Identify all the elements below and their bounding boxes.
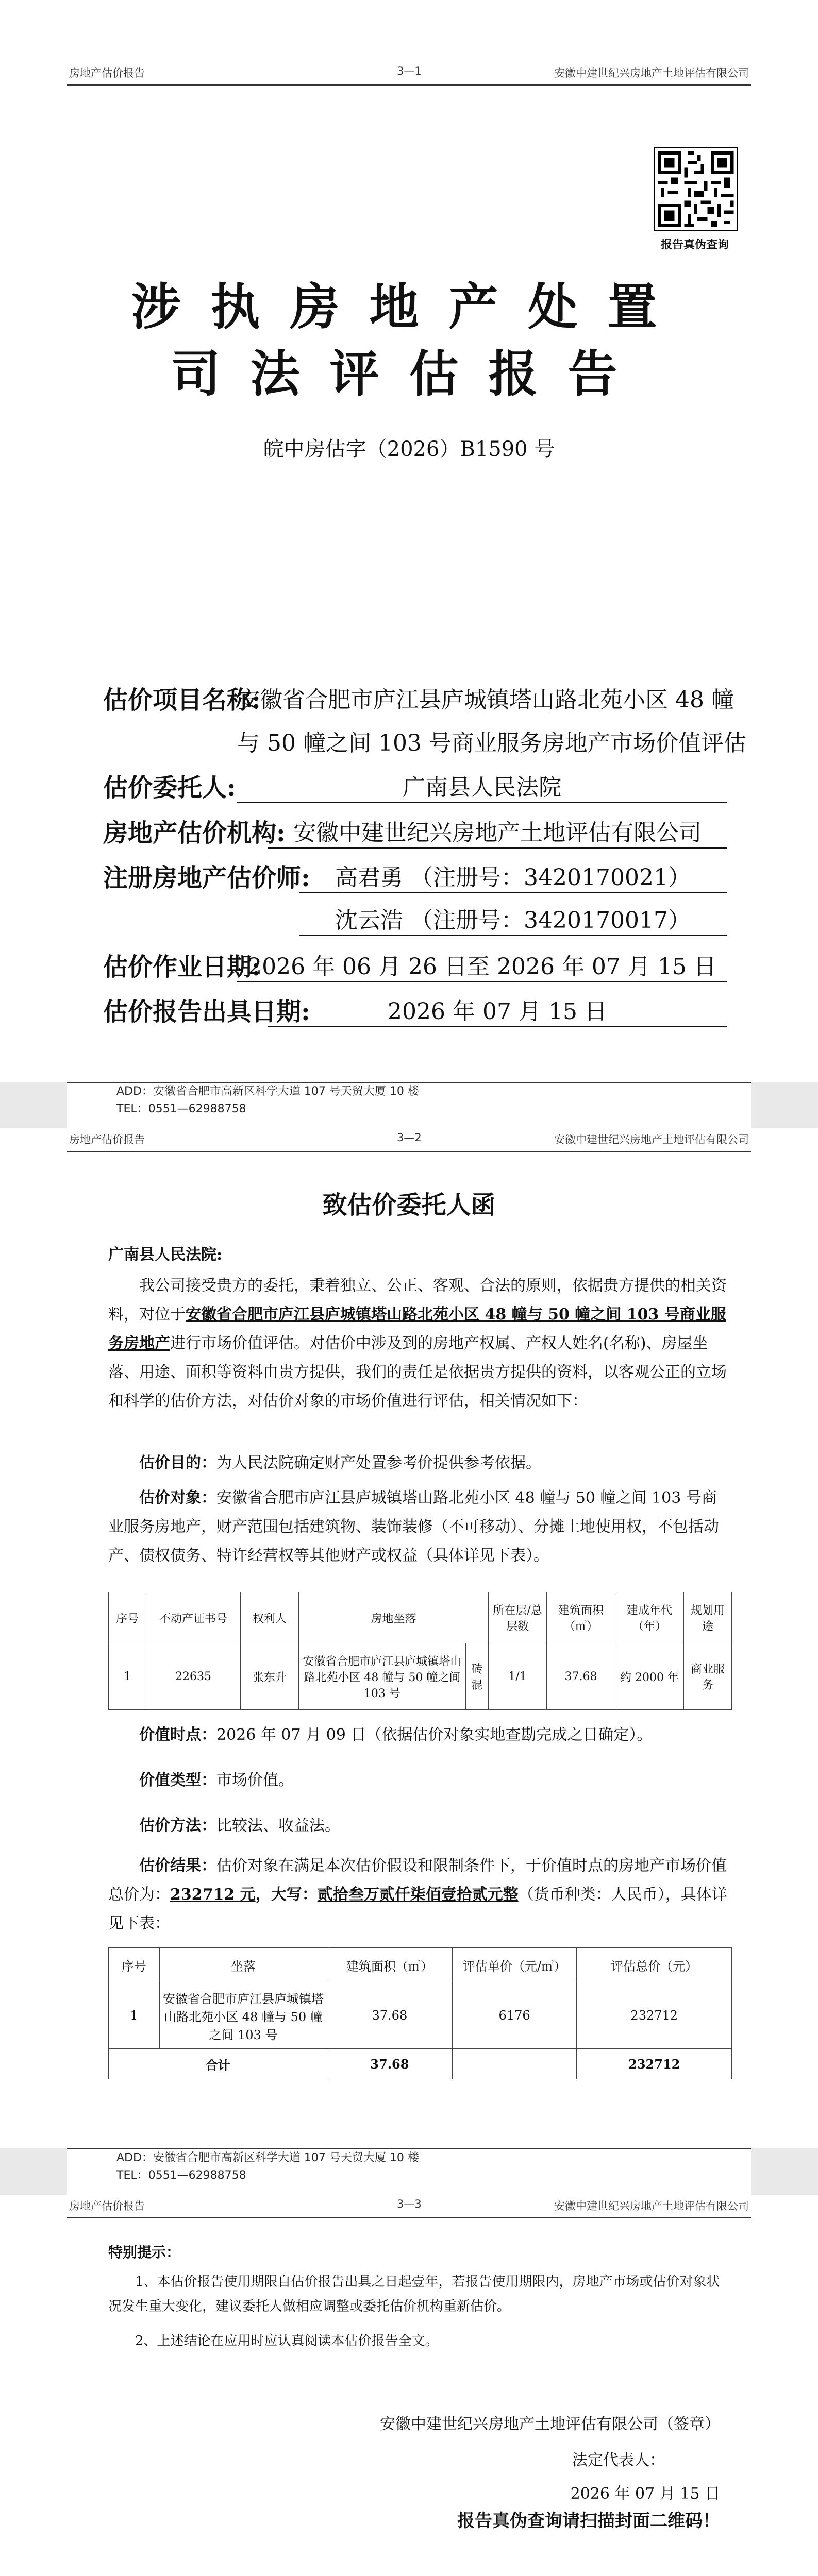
page-footer (67, 2148, 751, 2196)
table-header-row (109, 1592, 732, 1643)
intro-property: 安徽省合肥市庐江县庐城镇塔山路北苑小区 48 幢与 50 幢之间 103 号商业服务房地产 (108, 1306, 726, 1352)
footer-address: ADD：安徽省合肥市高新区科学大道 107 号天贸大厦 10 楼 (116, 1085, 419, 1098)
header-page: 3—1 (397, 65, 422, 77)
header-page: 3—2 (397, 1131, 422, 1144)
table-cell: 37.68 (327, 2049, 453, 2079)
table-header-cell: 房地坐落 (299, 1592, 489, 1643)
field-value-project: 安徽省合肥市庐江县庐城镇塔山路北苑小区 48 幢 (237, 687, 734, 713)
table-row (109, 1982, 732, 2049)
table-cell: 砖混 (465, 1643, 488, 1710)
footer-address: ADD：安徽省合肥市高新区科学大道 107 号天贸大厦 10 楼 (116, 2151, 419, 2164)
notice-item-1: 1、本估价报告使用期限自估价报告出具之日起壹年，若报告使用期限内，房地产市场或估价对象状况发生重大变化，建议委托人做相应调整或委托估价机构重新估价。 (108, 2274, 720, 2314)
result-caps-label: ，大写： (255, 1886, 318, 1904)
table-cell: 232712 (577, 2049, 732, 2079)
table-header-cell: 不动产证书号 (146, 1592, 241, 1643)
result-paragraph (108, 1852, 732, 1938)
header-left: 房地产估价报告 (69, 2200, 145, 2212)
page-header (67, 62, 751, 86)
field-label-appraiser: 注册房地产估价师: (103, 863, 310, 892)
field-label-issue-date: 估价报告出具日期: (103, 997, 310, 1026)
signature-company: 安徽中建世纪兴房地产土地评估有限公司（签章） (380, 2415, 720, 2433)
header-left: 房地产估价报告 (69, 1133, 145, 1146)
table-header-cell: 权利人 (241, 1592, 299, 1643)
field-label-work-period: 估价作业日期: (103, 953, 261, 981)
value-time-paragraph (139, 1721, 732, 1750)
table-header-cell: 坐落 (159, 1948, 327, 1982)
table-cell: 张东升 (241, 1643, 299, 1710)
intro-text-c: 进行市场价值评估。对估价中涉及到的房地产权属、产权人姓名(名称)、房屋坐落、用途、面积等资料由贵方提供，我们的责任是依据贵方提供的资料，以客观公正的立场和科学的估价方法，对估价对象的市场价值进行评估，相关情况如下： (108, 1334, 727, 1410)
field-label-project: 估价项目名称: (103, 686, 261, 715)
page-footer (67, 1082, 751, 1129)
field-value-client: 广南县人民法院 (237, 769, 727, 803)
qr-caption: 报告真伪查询 (660, 239, 729, 251)
letter-addressee: 广南县人民法院: (108, 1246, 223, 1264)
header-right: 安徽中建世纪兴房地产土地评估有限公司 (554, 2200, 749, 2212)
purpose-text: 为人民法院确定财产处置参考价提供参考依据。 (216, 1454, 541, 1472)
table-header-cell: 建成年代（年） (615, 1592, 684, 1643)
footer-tel: TEL：0551—62988758 (116, 1103, 246, 1115)
result-caps: 贰拾叁万贰仟柒佰壹拾贰元整 (317, 1886, 519, 1904)
cover-title-line2: 司法评估报告 (171, 345, 647, 403)
table-cell: 商业服务 (684, 1643, 732, 1710)
field-value-appraiser2: 沈云浩 （注册号：3420170017） (299, 902, 727, 936)
table-header-cell: 序号 (109, 1592, 146, 1643)
header-page: 3—3 (397, 2198, 422, 2210)
field-label-client: 估价委托人: (103, 773, 236, 802)
letter-title: 致估价委托人函 (322, 1191, 496, 1219)
result-amount: 232712 元 (170, 1886, 256, 1904)
footer-tel: TEL：0551—62988758 (116, 2169, 246, 2182)
field-value-project-line2: 与 50 幢之间 103 号商业服务房地产市场价值评估 (237, 730, 746, 756)
method-paragraph (139, 1811, 732, 1840)
table-header-cell: 所在层/总层数 (489, 1592, 547, 1643)
result-text-a: 估价对象在满足本次估价假设和限制条件下，于价值时点的房地产市场价值总价为： (108, 1857, 727, 1904)
verify-note: 报告真伪查询请扫描封面二维码！ (457, 2511, 720, 2531)
result-table (108, 1947, 732, 2079)
field-value-work-period: 2026 年 06 月 26 日至 2026 年 07 月 15 日 (237, 948, 727, 982)
page-notice (0, 2195, 818, 2576)
table-cell: 安徽省合肥市庐江县庐城镇塔山路北苑小区 48 幢与 50 幢之间 103 号 (299, 1643, 466, 1710)
page-header (67, 1128, 751, 1152)
result-label: 估价结果： (139, 1857, 216, 1875)
signature-legal-rep: 法定代表人： (572, 2451, 665, 2469)
table-total-row (109, 2049, 732, 2079)
table-header-row (109, 1948, 732, 1982)
table-cell: 37.68 (547, 1643, 615, 1710)
value-time-text: 2026 年 07 月 09 日（依据估价对象实地查勘完成之日确定）。 (216, 1726, 653, 1744)
method-text: 比较法、收益法。 (216, 1817, 340, 1835)
cover-title-line1: 涉执房地产处置 (131, 278, 687, 336)
header-right: 安徽中建世纪兴房地产土地评估有限公司 (554, 67, 749, 79)
table-cell: 1 (109, 1643, 146, 1710)
table-header-cell: 建筑面积（㎡） (327, 1948, 453, 1982)
field-value-appraiser1: 高君勇 （注册号：3420170021） (299, 859, 727, 893)
table-cell: 1 (109, 1982, 160, 2049)
object-label: 估价对象： (139, 1489, 216, 1507)
table-cell (452, 2049, 577, 2079)
page-cover (0, 0, 818, 1082)
table-cell: 合计 (109, 2049, 327, 2079)
intro-text-a: 我公司接受贵方的委托，秉着独立、公正、客观、合法的原则，依据贵方提供的相关资料，对位于 (108, 1277, 727, 1324)
table-cell: 安徽省合肥市庐江县庐城镇塔山路北苑小区 48 幢与 50 幢之间 103 号 (159, 1982, 327, 2049)
notice-item-2: 2、上述结论在应用时应认真阅读本估价报告全文。 (135, 2333, 439, 2349)
notice-title: 特别提示： (108, 2244, 181, 2261)
table-header-cell: 序号 (109, 1948, 160, 1982)
header-right: 安徽中建世纪兴房地产土地评估有限公司 (554, 1133, 749, 1146)
page-header (67, 2195, 751, 2218)
property-table (108, 1592, 732, 1710)
table-header-cell: 评估总价（元） (577, 1948, 732, 1982)
result-text-b: （货币种类：人民币），具体详见下表： (108, 1886, 727, 1933)
table-cell: 约 2000 年 (615, 1643, 684, 1710)
header-left: 房地产估价报告 (69, 67, 145, 79)
value-time-label: 价值时点： (139, 1726, 216, 1744)
table-cell: 6176 (452, 1982, 577, 2049)
value-type-paragraph (139, 1766, 732, 1795)
field-value-issue-date: 2026 年 07 月 15 日 (268, 993, 727, 1027)
object-text: 安徽省合肥市庐江县庐城镇塔山路北苑小区 48 幢与 50 幢之间 103 号商业服务房地产，财产范围包括建筑物、装饰装修（不可移动）、分摊土地使用权，不包括动产、债权债务、特许经营权等其他财产或权益（具体详见下表）。 (108, 1489, 719, 1565)
table-cell: 1/1 (489, 1643, 547, 1710)
signature-date: 2026 年 07 月 15 日 (570, 2485, 720, 2503)
table-cell: 22635 (146, 1643, 241, 1710)
purpose-label: 估价目的： (139, 1454, 216, 1472)
table-cell: 232712 (577, 1982, 732, 2049)
value-type-text: 市场价值。 (216, 1771, 294, 1789)
field-label-agency: 房地产估价机构: (103, 819, 286, 848)
method-label: 估价方法： (139, 1817, 216, 1835)
report-number: 皖中房估字（2026）B1590 号 (263, 437, 555, 461)
table-cell: 37.68 (327, 1982, 453, 2049)
table-header-cell: 评估单价（元/㎡） (452, 1948, 577, 1982)
object-paragraph (108, 1484, 732, 1570)
table-header-cell: 建筑面积（㎡） (547, 1592, 615, 1643)
purpose-paragraph (139, 1449, 732, 1478)
table-row (109, 1643, 732, 1710)
page-letter (0, 1128, 818, 2148)
table-header-cell: 规划用途 (684, 1592, 732, 1643)
value-type-label: 价值类型： (139, 1771, 216, 1789)
field-value-agency: 安徽中建世纪兴房地产土地评估有限公司 (268, 814, 727, 849)
letter-intro (108, 1272, 732, 1416)
qr-code-icon[interactable] (654, 147, 738, 231)
